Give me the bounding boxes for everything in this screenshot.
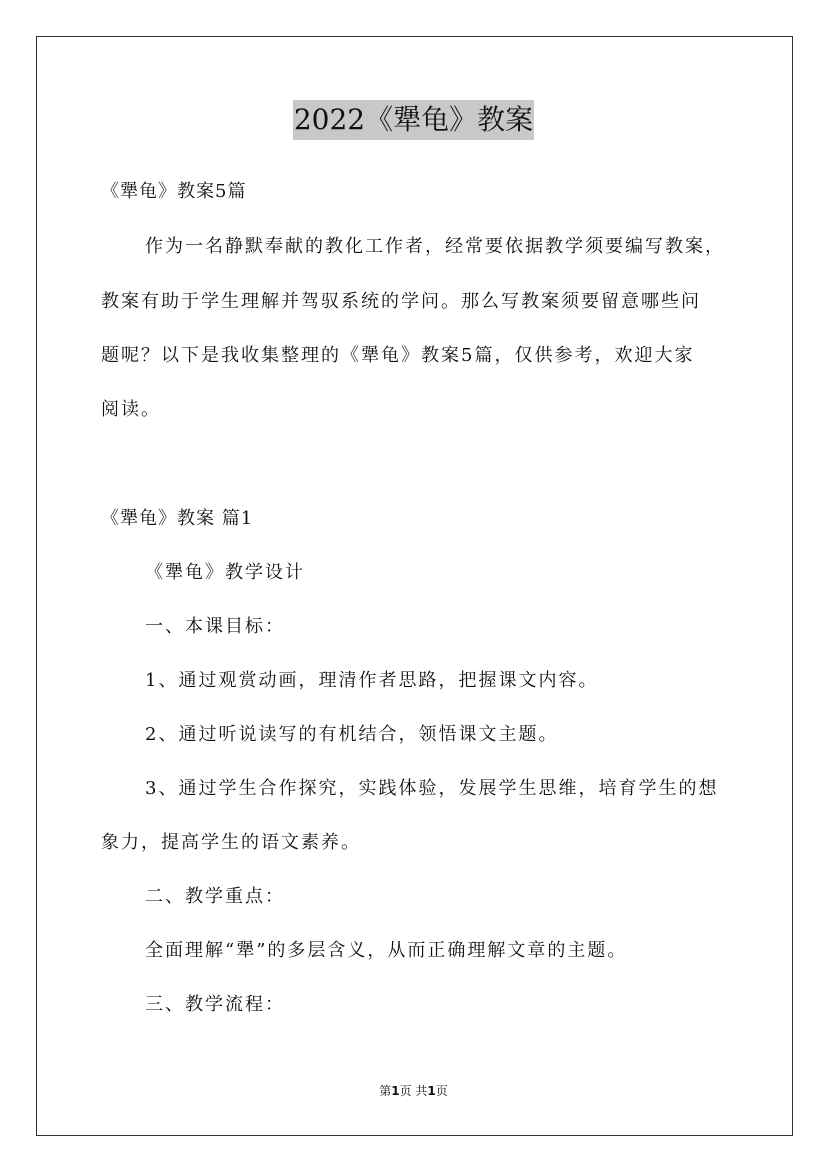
document-title: 2022《犟龟》教案: [293, 100, 534, 140]
goal-item-3-line-2: 象力，提高学生的语文素养。: [101, 832, 361, 853]
key-points-heading: 二、教学重点：: [145, 886, 285, 907]
goals-heading: 一、本课目标：: [145, 616, 285, 637]
goal-item-3-line-1: 3、通过学生合作探究，实践体验，发展学生思维，培育学生的想: [145, 778, 719, 799]
footer-page-mid: 页 共: [399, 1084, 428, 1098]
title-container: [0, 100, 827, 140]
footer-page-suffix: 页: [435, 1084, 448, 1098]
intro-line-1: 作为一名静默奉献的教化工作者，经常要依据教学须要编写教案，: [145, 236, 725, 257]
footer-total-pages: 1: [427, 1084, 436, 1098]
intro-line-3: 题呢？以下是我收集整理的《犟龟》教案5篇，仅供参考，欢迎大家: [101, 345, 695, 366]
goal-item-1: 1、通过观赏动画，理清作者思路，把握课文内容。: [145, 670, 599, 691]
footer-page-prefix: 第: [379, 1084, 392, 1098]
goal-item-2: 2、通过听说读写的有机结合，领悟课文主题。: [145, 724, 559, 745]
process-heading: 三、教学流程：: [145, 994, 285, 1015]
page-footer: [0, 1083, 827, 1099]
intro-line-4: 阅读。: [101, 399, 161, 420]
footer-page-number: 1: [391, 1084, 400, 1098]
section-heading: 《犟龟》教案 篇1: [101, 508, 254, 529]
intro-line-2: 教案有助于学生理解并驾驭系统的学问。那么写教案须要留意哪些问: [101, 291, 701, 312]
key-points-text: 全面理解“犟”的多层含义，从而正确理解文章的主题。: [145, 940, 628, 961]
design-title: 《犟龟》教学设计: [145, 562, 305, 583]
document-subtitle: 《犟龟》教案5篇: [101, 181, 247, 202]
